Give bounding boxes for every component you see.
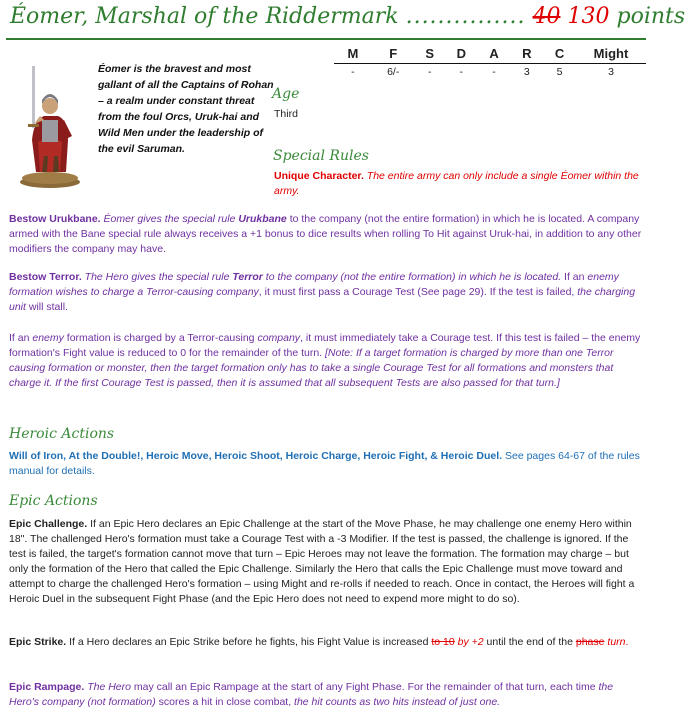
- bestow-urukbane-paragraph: [9, 212, 643, 257]
- epic-rampage-text-5: the hit counts as two hits instead of just one.: [294, 696, 501, 708]
- hero-description: Éomer is the bravest and most gallant of all the Captains of Rohan – a realm under constant threat from the foul Orcs, Uruk-hai and Wild Men under the leadership of the evil Saruman.: [98, 63, 274, 155]
- stat-header-d: D: [445, 46, 478, 64]
- epic-strike-new-value: by +2: [454, 636, 484, 648]
- epic-challenge-label: Epic Challenge.: [9, 518, 88, 530]
- epic-strike-label: Epic Strike.: [9, 636, 67, 648]
- epic-rampage-text-2: may call an Epic Rampage at the start of any Fight Phase. For the remainder of that turn, each time: [130, 681, 599, 693]
- heroic-actions-heading: Heroic Actions: [9, 426, 115, 442]
- stat-header-might: Might: [576, 46, 646, 64]
- bestow-terror-label: Bestow Terror.: [9, 271, 82, 283]
- bestow-urukbane-label: Bestow Urukbane.: [9, 213, 101, 225]
- epic-strike-paragraph: [9, 635, 643, 650]
- bestow-terror-paragraph: [9, 270, 643, 315]
- bestow-terror-rule-name: Terror: [232, 271, 263, 283]
- epic-strike-old-duration: phase: [575, 636, 605, 648]
- stat-value-m: -: [351, 66, 355, 78]
- heroic-actions-list: Will of Iron, At the Double!, Heroic Move, Heroic Shoot, Heroic Charge, Heroic Fight, & Heroic Duel.: [9, 450, 503, 462]
- unique-character-text: The entire army can only include a single Éomer within the army.: [274, 170, 639, 197]
- bestow-terror-text-5: company: [216, 286, 259, 298]
- special-rules-heading: Special Rules: [273, 148, 369, 164]
- stat-value-s: -: [428, 66, 432, 78]
- stat-header-r: R: [510, 46, 543, 64]
- epic-rampage-text-1: The Hero: [84, 681, 131, 693]
- bestow-urukbane-rule-name: Urukbane: [238, 213, 287, 225]
- stat-value-r: 3: [523, 66, 530, 78]
- title-dots: ...............: [405, 4, 526, 29]
- stat-header-row: [334, 46, 646, 64]
- epic-challenge-text: If an Epic Hero declares an Epic Challenge at the start of the Move Phase, he may challenge one enemy Hero within 18". The challenged Hero's formation must take a Courage Test with a -3 Modifier. If the test is passed, the challenge is ignored. If the test is failed, the target's formation cannot move that turn – Epic Heroes may not leave the formation. The formation may charge – but only the formation of the Hero that called the Epic Challenge. Similarly the Hero that calls the Epic Challenge must move toward and attempt to charge the challenged Hero's formation – using Might and re-rolls if needed to reach. Once in contact, the Heroes will fight a Heroic Duel in the subsequent Fight Phase (and the Epic Hero does not need to expend more might to do so).: [9, 518, 635, 605]
- page-header: [6, 4, 685, 40]
- hero-name: Éomer, Marshal of the Riddermark: [10, 4, 399, 29]
- bestow-terror-text-6: , it must first pass a Courage Test (See page 29). If the test is failed,: [258, 286, 578, 298]
- stat-table: [334, 46, 646, 80]
- epic-strike-end: .: [625, 636, 629, 648]
- stat-value-a: -: [492, 66, 496, 78]
- stat-value-row: [334, 64, 646, 81]
- unique-character-rule: [274, 169, 640, 199]
- epic-actions-heading: Epic Actions: [9, 493, 98, 509]
- bestow-terror-text-8: will stall.: [25, 301, 68, 313]
- terror-test-paragraph: [9, 331, 643, 391]
- epic-rampage-paragraph: [9, 680, 643, 710]
- terror-text-2: enemy: [32, 332, 64, 344]
- stat-value-c: 5: [556, 66, 563, 78]
- epic-strike-new-duration: turn: [604, 636, 626, 648]
- eomer-miniature-image: [14, 60, 86, 190]
- epic-strike-text-2: until the end of the: [483, 636, 576, 648]
- old-points: 40: [532, 4, 561, 29]
- points-word: points: [616, 4, 685, 29]
- epic-rampage-label: Epic Rampage.: [9, 681, 85, 693]
- epic-rampage-text-3: the Hero's company (not formation): [9, 681, 614, 708]
- terror-text-1: If an: [9, 332, 33, 344]
- epic-challenge-paragraph: [9, 517, 643, 607]
- bestow-terror-text-3: If an: [561, 271, 588, 283]
- age-heading: Age: [272, 86, 300, 102]
- terror-text-4: company: [257, 332, 301, 344]
- heroic-actions-ref: See pages 64-67 of the rules manual for details.: [9, 450, 640, 477]
- heroic-actions-paragraph: [9, 449, 643, 479]
- bestow-terror-text-1: The Hero gives the special rule: [81, 271, 233, 283]
- page-title: [10, 4, 685, 29]
- bestow-terror-text-7: the charging unit: [9, 286, 636, 313]
- terror-text-3: formation is charged by a Terror-causing: [63, 332, 258, 344]
- stat-value-might: 3: [608, 66, 614, 78]
- bestow-urukbane-text-1: Éomer gives the special rule: [100, 213, 239, 225]
- stat-header-c: C: [543, 46, 576, 64]
- new-points: 130: [567, 4, 610, 29]
- stat-header-f: F: [372, 46, 415, 64]
- stat-header-s: S: [415, 46, 445, 64]
- stat-value-d: -: [459, 66, 463, 78]
- stat-header-m: M: [334, 46, 372, 64]
- epic-rampage-text-4: scores a hit in close combat,: [155, 696, 295, 708]
- terror-note: [Note: If a target formation is charged by more than one Terror causing formation or monster, then the target formation only has to take a single Courage Test for all formations and monsters that charge it. If the first Courage Test is passed, then it is assumed that all subsequent Tests are also passed for that turn.]: [9, 347, 614, 389]
- terror-text-5: , it must immediately take a Courage test. If this test is failed – the enemy formation's Fight value is reduced to 0 for the remainder of the turn.: [9, 332, 641, 359]
- unique-character-label: Unique Character.: [274, 170, 364, 182]
- bestow-terror-text-2: to the company (not the entire formation) in which he is located.: [262, 271, 562, 283]
- epic-strike-old-value: to 10: [431, 636, 455, 648]
- stat-value-f: 6/-: [387, 66, 400, 78]
- bestow-terror-text-4: enemy formation wishes to charge a Terror-causing: [9, 271, 619, 298]
- bestow-urukbane-text-2: to the company (not the entire formation) in which he is located. A company armed with the Bane special rule always receives a +1 bonus to dice results when rolling To Hit against Uruk-hai, in addition to any other modifiers the company may have.: [9, 213, 642, 255]
- age-value: Third: [274, 108, 298, 120]
- stat-header-a: A: [478, 46, 511, 64]
- epic-strike-text-1: If a Hero declares an Epic Strike before he fights, his Fight Value is increased: [66, 636, 432, 648]
